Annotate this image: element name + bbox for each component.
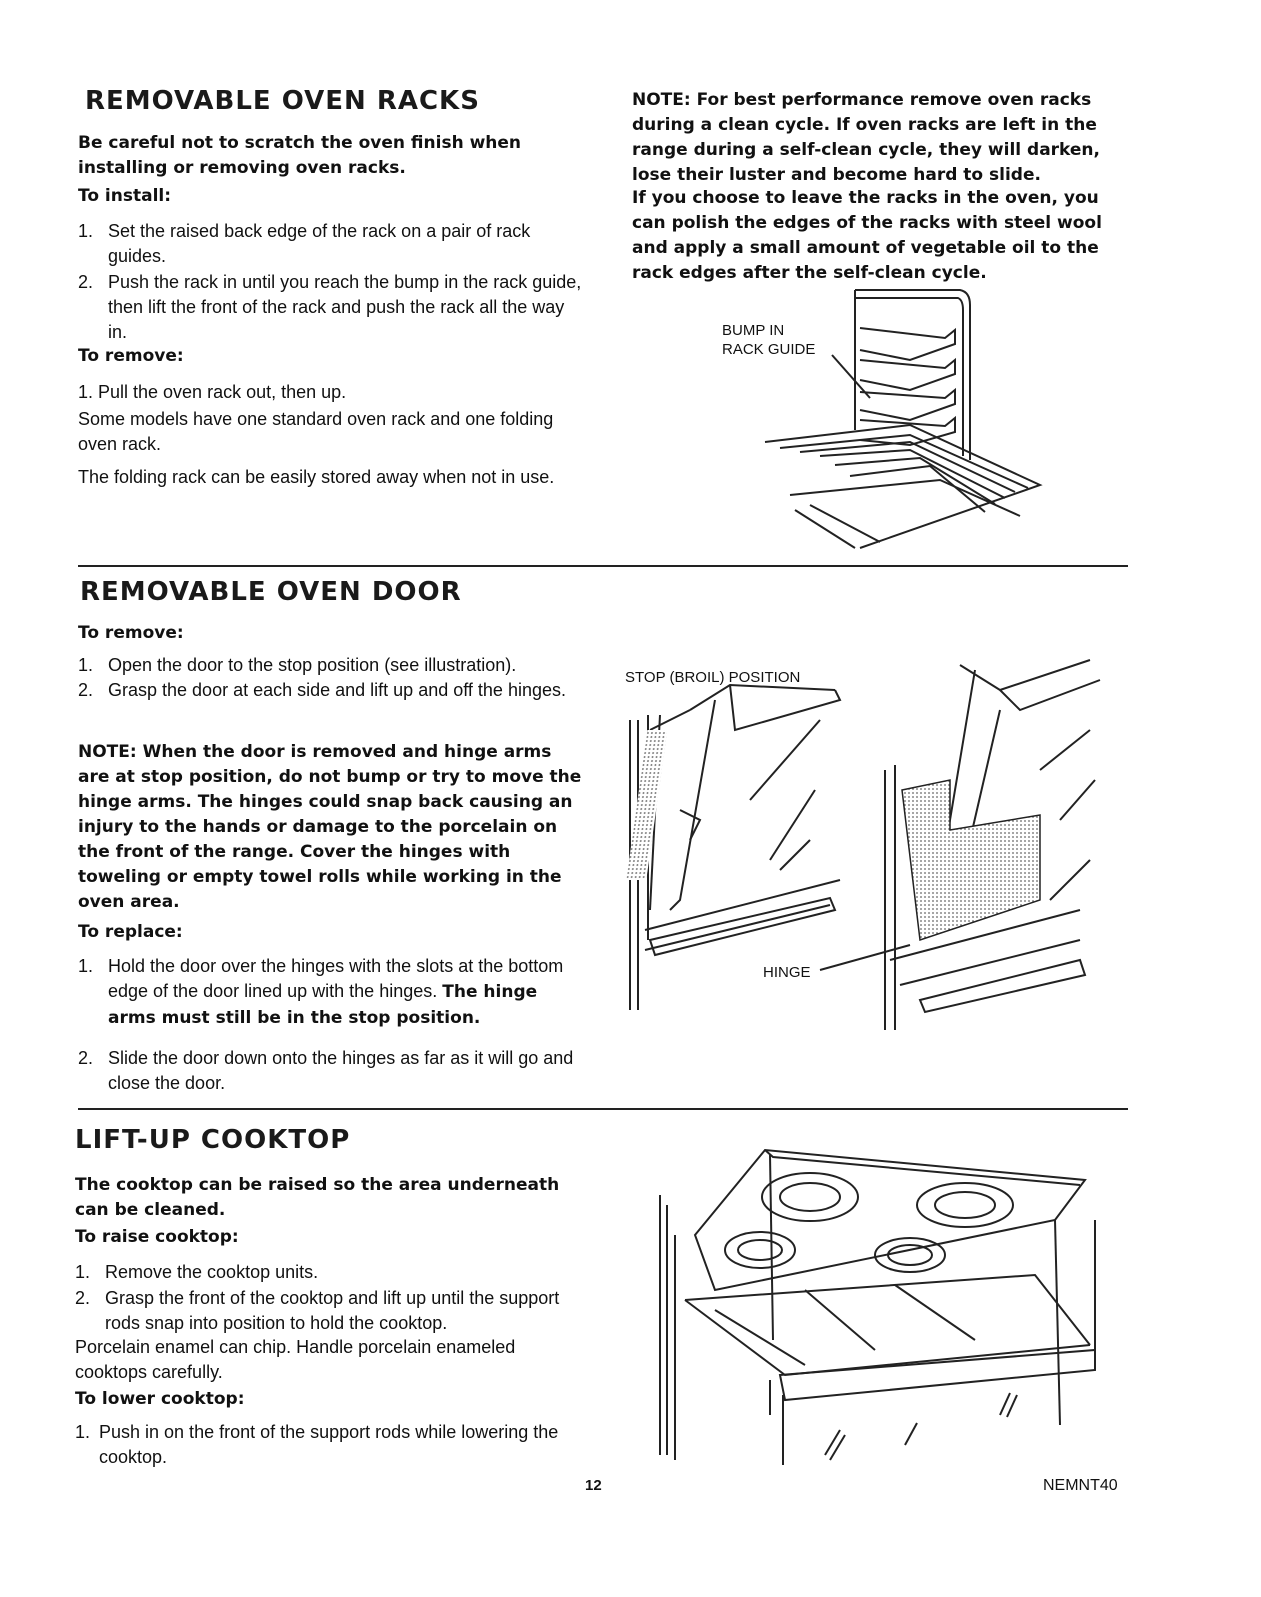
cooktop-lower-step-1 [75, 1420, 585, 1470]
step-text: Slide the door down onto the hinges as far as it will go and close the door. [108, 1048, 574, 1093]
figure-label-stop-position: STOP (BROIL) POSITION [625, 669, 801, 686]
door-replace-step-2 [78, 1046, 588, 1096]
racks-polish-note: If you choose to leave the racks in the oven, you can polish the edges of the racks with steel wool and apply a small amount of vegetable oil to the rack edges after the self-clean cycle. [632, 188, 1102, 283]
step-text: Pull the oven rack out, then up. [98, 382, 347, 402]
step-text: Set the raised back edge of the rack on a pair of rack guides. [108, 221, 531, 266]
step-text: Push the rack in until you reach the bump in the rack guide, then lift the front of the rack and push the rack all the way in. [108, 272, 582, 342]
lift-up-cooktop-illustration [655, 1125, 1105, 1470]
step-number: 1. [78, 956, 94, 976]
figure-label-bump-in: BUMP IN [722, 322, 785, 339]
step-text: Grasp the door at each side and lift up and off the hinges. [108, 680, 566, 700]
figure-label-rack-guide: RACK GUIDE [722, 341, 816, 358]
cooktop-lower-label: To lower cooktop: [75, 1389, 245, 1409]
step-text: Open the door to the stop position (see illustration). [108, 655, 517, 675]
step-text-bold: The hinge arms must still be in the stop position. [108, 982, 538, 1028]
cooktop-porcelain-note: Porcelain enamel can chip. Handle porcelain enameled cooktops carefully. [75, 1337, 516, 1382]
step-text: Remove the cooktop units. [105, 1262, 319, 1282]
step-number: 1. [78, 655, 94, 675]
section-heading-door: REMOVABLE OVEN DOOR [80, 577, 462, 607]
step-number: 1. [75, 1262, 91, 1282]
step-number: 1. [78, 221, 94, 241]
racks-remove-label: To remove: [78, 346, 184, 366]
page-number: 12 [585, 1477, 602, 1494]
racks-install-label: To install: [78, 186, 172, 206]
racks-note: NOTE: For best performance remove oven racks during a clean cycle. If oven racks are left in the range during a self-clean cycle, they will darken, lose their luster and become hard to slide. [632, 90, 1100, 185]
step-number: 1. [78, 382, 94, 402]
step-number: 2. [78, 680, 94, 700]
racks-caution: Be careful not to scratch the oven finish when installing or removing oven racks. [78, 133, 522, 178]
door-note: NOTE: When the door is removed and hinge arms are at stop position, do not bump or try to move the hinge arms. The hinges could snap back causing an injury to the hands or damage to the porcelain on the front of the range. Cover the hinges with toweling or empty towel rolls while working in the oven area. [78, 742, 582, 912]
door-remove-step-1 [78, 653, 588, 678]
step-number: 2. [78, 272, 94, 292]
cooktop-raise-step-2 [75, 1286, 585, 1336]
cooktop-raise-step-1 [75, 1260, 585, 1285]
section-heading-cooktop: LIFT-UP COOKTOP [75, 1125, 351, 1155]
oven-door-illustration [620, 640, 1130, 1040]
step-number: 1. [75, 1422, 91, 1442]
rack-guide-illustration [760, 280, 1060, 555]
racks-models-note: Some models have one standard oven rack and one folding oven rack. [78, 409, 554, 454]
step-number: 2. [75, 1288, 91, 1308]
step-text [78, 954, 588, 1031]
door-replace-step-1 [78, 954, 588, 1031]
racks-install-step-2 [78, 270, 588, 345]
model-code: NEMNT40 [1043, 1477, 1118, 1494]
racks-folding-note: The folding rack can be easily stored away when not in use. [78, 467, 555, 487]
door-remove-label: To remove: [78, 623, 184, 643]
section-divider [78, 565, 1128, 567]
step-text-regular: Hold the door over the hinges with the slots at the bottom edge of the door lined up with the hinges. [108, 956, 564, 1001]
door-remove-step-2 [78, 678, 588, 703]
figure-label-hinge: HINGE [763, 964, 811, 981]
step-number: 2. [78, 1048, 94, 1068]
step-text: Grasp the front of the cooktop and lift up until the support rods snap into position to hold the cooktop. [105, 1288, 560, 1333]
racks-install-step-1 [78, 219, 588, 269]
cooktop-intro: The cooktop can be raised so the area underneath can be cleaned. [75, 1175, 560, 1220]
step-text: Push in on the front of the support rods while lowering the cooktop. [99, 1422, 559, 1467]
door-replace-label: To replace: [78, 922, 183, 942]
section-heading-racks: REMOVABLE OVEN RACKS [85, 86, 480, 116]
section-divider [78, 1108, 1128, 1110]
racks-remove-step-1 [78, 380, 588, 405]
cooktop-raise-label: To raise cooktop: [75, 1227, 239, 1247]
